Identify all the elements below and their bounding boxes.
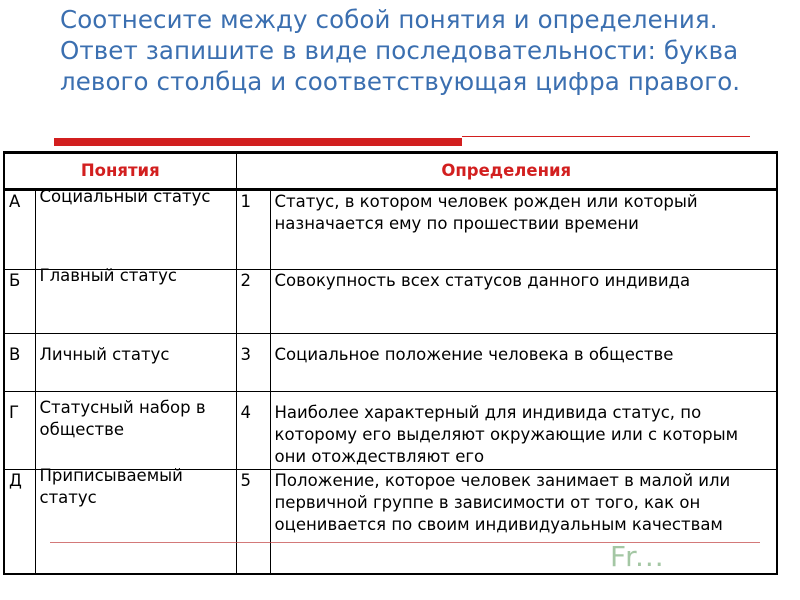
row-term [35,466,236,575]
row-letter: В [4,334,35,392]
row-letter: А [4,190,35,270]
row-number: 1 [236,190,270,270]
header-definitions: Определения [236,153,777,190]
term-text: Личный статус [39,345,170,364]
header-concepts: Понятия [4,153,236,190]
page-title: Соотнесите между собой понятия и определения. Ответ запишите в виде последовательности: буква левого столбца и соответствующая цифра правого. [60,5,741,96]
row-definition: Совокупность всех статусов данного индивида [270,270,777,334]
row-term [35,334,236,392]
watermark: Fr... [610,540,665,573]
row-term [35,392,236,470]
title-underline-thin [462,136,750,137]
row-number: 2 [236,270,270,334]
title-underline-thick [54,138,462,146]
row-letter: Д [4,470,35,575]
term-text: Социальный статус [39,187,211,206]
table-row [4,392,777,470]
row-number: 5 [236,470,270,575]
row-term [35,187,236,270]
row-number: 4 [236,392,270,470]
table-row [4,190,777,270]
matching-table [3,151,778,575]
row-number: 3 [236,334,270,392]
table-row [4,270,777,334]
table-header-row [4,153,777,190]
row-definition: Наиболее характерный для индивида статус, по которому его выделяют окружающие или с которым они отождествляют его [270,392,777,470]
row-term [35,266,236,334]
row-definition: Социальное положение человека в обществе [270,334,777,392]
row-letter: Г [4,392,35,470]
row-definition: Положение, которое человек занимает в малой или первичной группе в зависимости от того, как он оценивается по своим индивидуальным качествам [270,470,777,575]
row-letter: Б [4,270,35,334]
term-text: Приписываемый статус [39,466,183,507]
row-definition: Статус, в котором человек рожден или который назначается ему по прошествии времени [270,190,777,270]
term-text: Главный статус [39,266,177,285]
table-row [4,334,777,392]
term-text: Статусный набор в обществе [39,398,206,439]
